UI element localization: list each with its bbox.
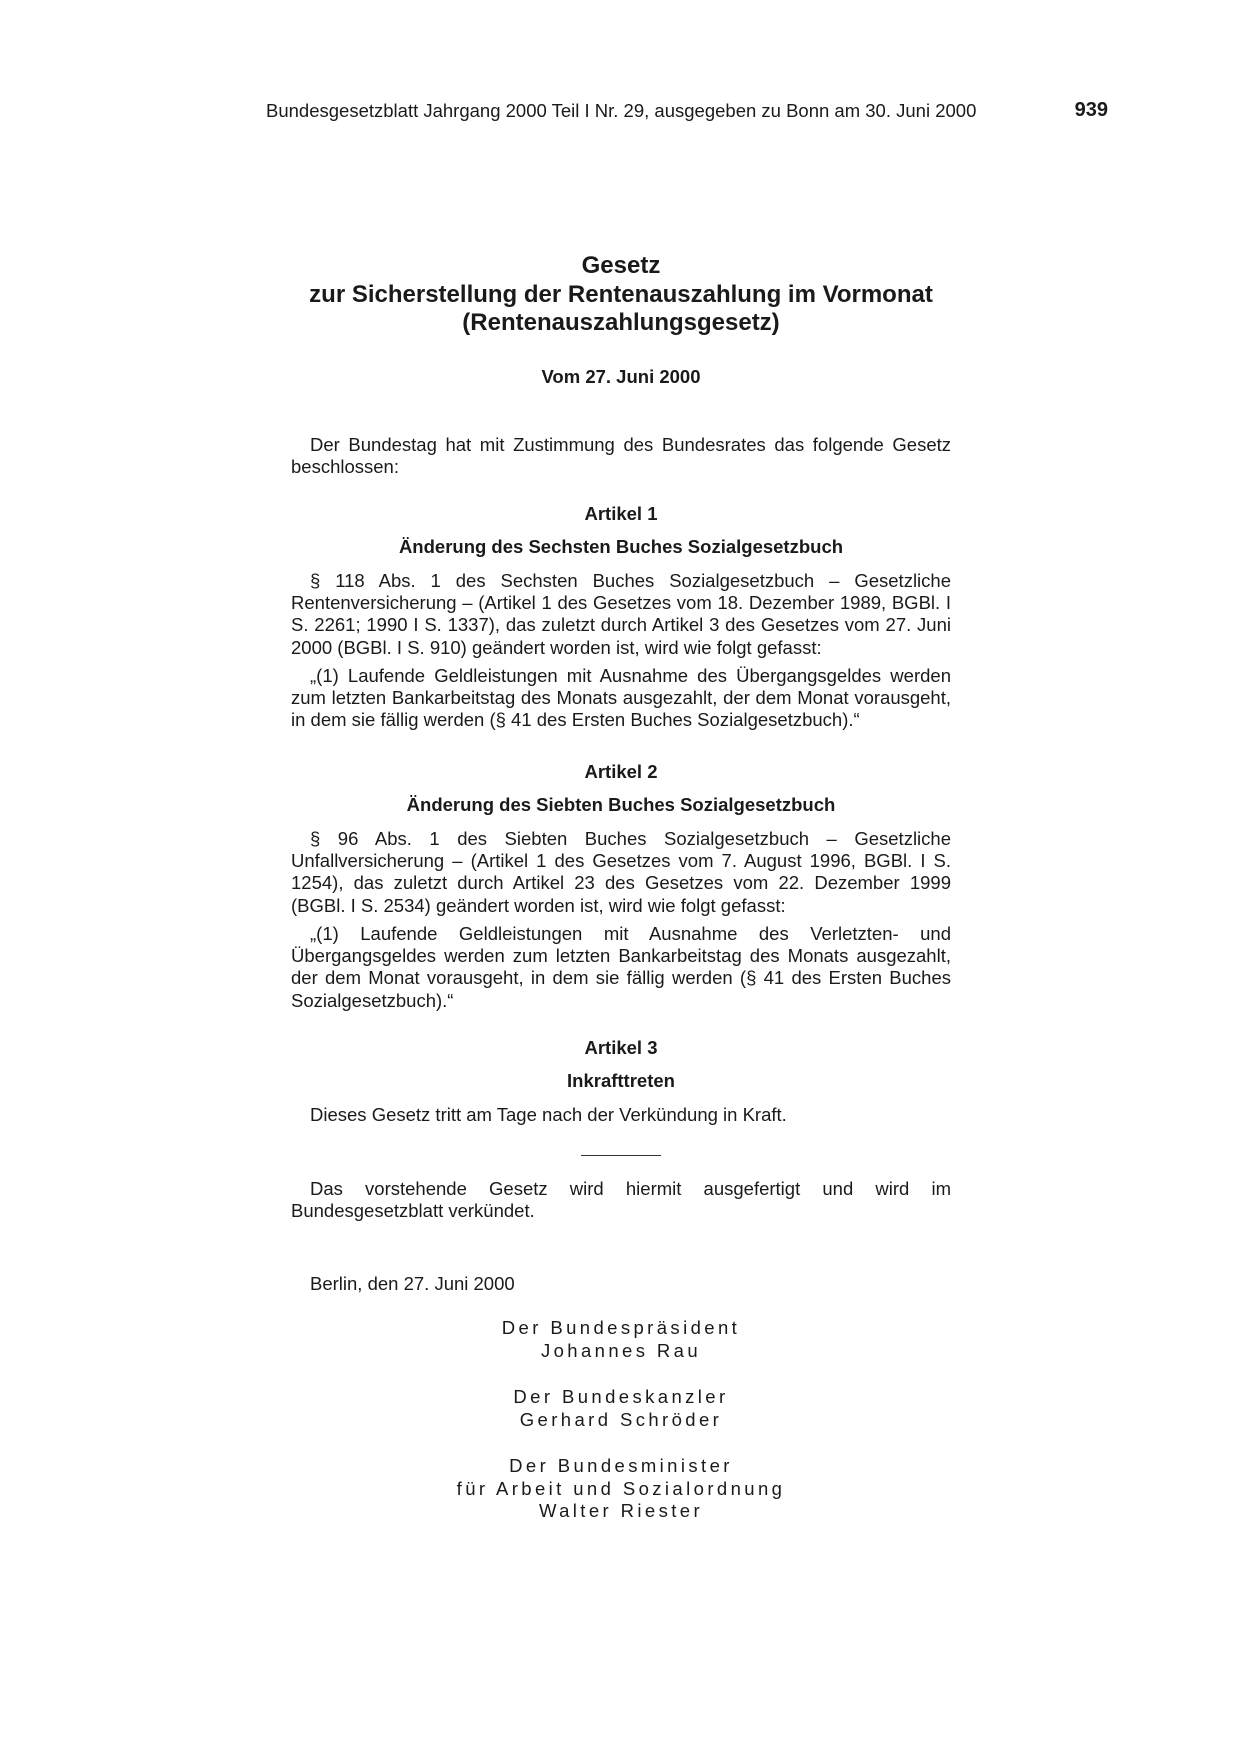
article-3-paragraph-1: Dieses Gesetz tritt am Tage nach der Verkündung in Kraft. — [310, 1104, 787, 1125]
article-1-body — [291, 570, 951, 659]
separator-rule — [581, 1155, 661, 1156]
article-2-number: Artikel 2 — [584, 761, 658, 782]
signatory-bundespraesident — [291, 1317, 951, 1362]
signatory-name: Johannes Rau — [540, 1339, 702, 1361]
signatory-title: Der Bundespräsident — [501, 1317, 741, 1338]
article-2-paragraph-2: „(1) Laufende Geldleistungen mit Ausnahme des Verletzten- und Übergangsgeldes werden zum letzten Bankarbeitstag des Monats ausgezahlt, der dem Monat vorausgeht, in dem sie fällig werden (§ 41 des Ersten Buches Sozialgesetzbuch).“ — [291, 923, 951, 1011]
signatory-bundeskanzler — [291, 1386, 951, 1431]
signatory-department: für Arbeit und Sozialordnung — [456, 1477, 786, 1499]
promulgation — [291, 1178, 951, 1222]
article-1-number: Artikel 1 — [584, 503, 658, 524]
signatory-title: Der Bundeskanzler — [513, 1386, 729, 1407]
title-line-2: zur Sicherstellung der Rentenauszahlung im Vormonat — [309, 280, 933, 308]
page-number: 939 — [1074, 99, 1108, 121]
signatory-bundesminister — [291, 1455, 951, 1523]
article-2-heading: Änderung des Siebten Buches Sozialgesetzbuch — [406, 794, 836, 815]
promulgation-text: Das vorstehende Gesetz wird hiermit ausgefertigt und wird im Bundesgesetzblatt verkündet. — [291, 1178, 951, 1222]
article-1-paragraph-2: „(1) Laufende Geldleistungen mit Ausnahme des Übergangsgeldes werden zum letzten Bankarbeitstag des Monats ausgezahlt, der dem Monat vorausgeht, in dem sie fällig werden (§ 41 des Ersten Buches Sozialgesetzbuch).“ — [291, 665, 951, 731]
running-head-text: Bundesgesetzblatt Jahrgang 2000 Teil I Nr. 29, ausgegeben zu Bonn am 30. Juni 2000 — [266, 100, 977, 121]
signatory-name: Walter Riester — [538, 1500, 704, 1521]
article-2-body-quote — [291, 923, 951, 1012]
preamble — [291, 434, 951, 478]
running-head — [266, 98, 1108, 124]
article-1-body-quote — [291, 665, 951, 732]
law-date: Vom 27. Juni 2000 — [541, 366, 701, 387]
place-date: Berlin, den 27. Juni 2000 — [310, 1273, 515, 1294]
signatory-name: Gerhard Schröder — [519, 1408, 723, 1430]
article-3-number: Artikel 3 — [584, 1037, 658, 1058]
title-line-3: (Rentenauszahlungsgesetz) — [462, 309, 780, 336]
article-1-paragraph-1: § 118 Abs. 1 des Sechsten Buches Sozialgesetzbuch – Gesetzliche Rentenversicherung – (Artikel 1 des Gesetzes vom 18. Dezember 1989, BGBl. I S. 2261; 1990 I S. 1337), das zuletzt durch Artikel 3 des Gesetzes vom 27. Juni 2000 (BGBl. I S. 910) geändert worden ist, wird wie folgt gefasst: — [291, 570, 951, 658]
article-3-heading: Inkrafttreten — [567, 1070, 675, 1091]
article-3-body — [291, 1104, 951, 1126]
preamble-text: Der Bundestag hat mit Zustimmung des Bundesrates das folgende Gesetz beschlossen: — [291, 434, 951, 478]
law-title — [266, 252, 976, 338]
article-2-paragraph-1: § 96 Abs. 1 des Siebten Buches Sozialgesetzbuch – Gesetzliche Unfallversicherung – (Artikel 1 des Gesetzes vom 7. August 1996, BGBl. I S. 1254), das zuletzt durch Artikel 23 des Gesetzes vom 22. Dezember 1999 (BGBl. I S. 2534) geändert worden ist, wird wie folgt gefasst: — [291, 828, 951, 916]
title-line-1: Gesetz — [581, 252, 661, 279]
article-2-body — [291, 828, 951, 917]
article-1-heading: Änderung des Sechsten Buches Sozialgesetzbuch — [398, 536, 844, 557]
signatory-title: Der Bundesminister — [509, 1455, 733, 1476]
